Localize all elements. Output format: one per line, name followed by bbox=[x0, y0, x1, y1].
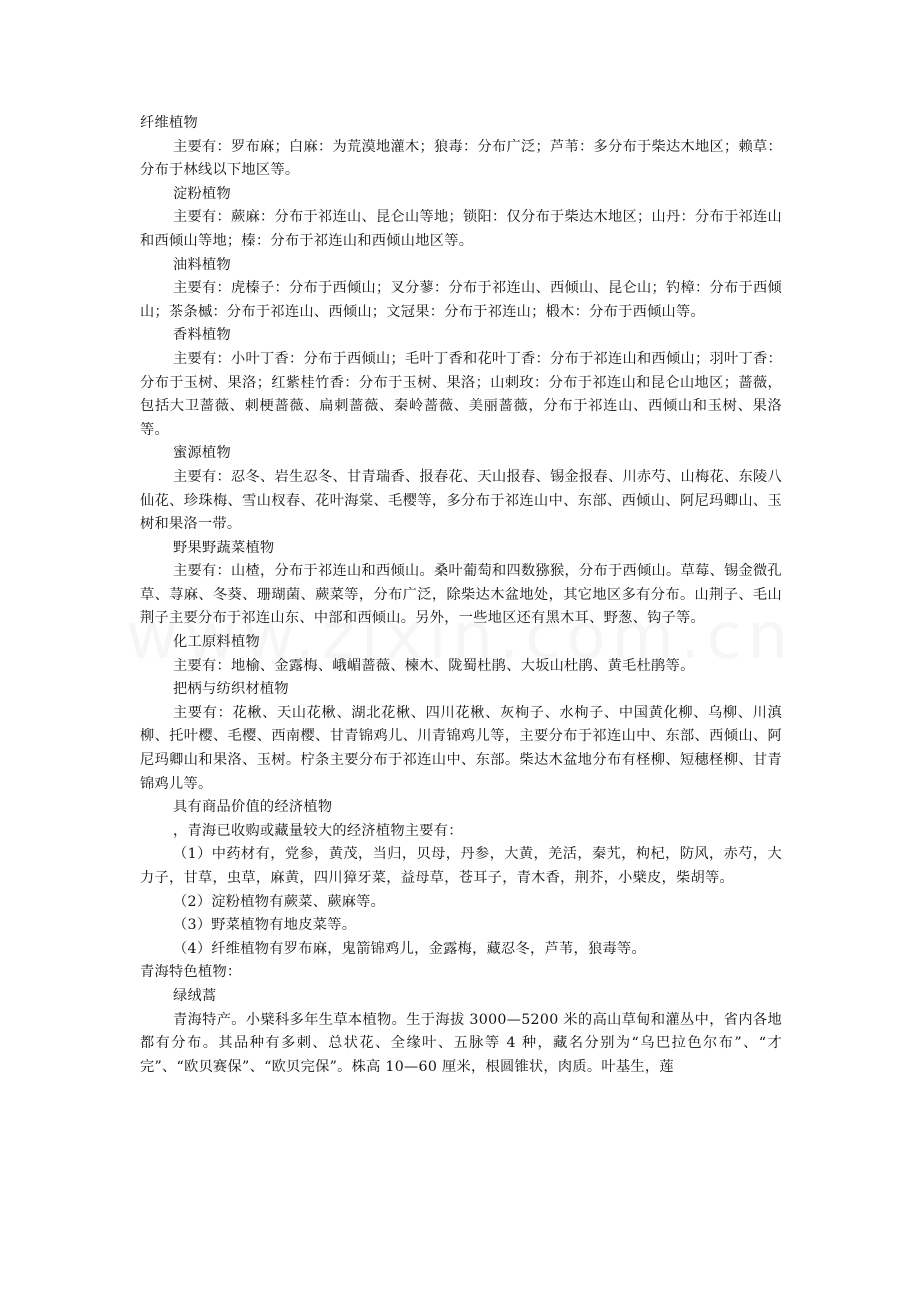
section-heading: 油料植物 bbox=[173, 256, 231, 273]
economic-list-item: （3）野菜植物有地皮菜等。 bbox=[173, 917, 357, 934]
economic-list-item: （2）淀粉植物有蕨菜、蕨麻等。 bbox=[173, 893, 386, 910]
economic-intro: ，青海已收购或藏量较大的经济植物主要有： bbox=[173, 822, 463, 839]
section-heading: 淀粉植物 bbox=[173, 185, 231, 202]
section-heading: 野果野蔬菜植物 bbox=[173, 539, 275, 556]
economic-list-item: （1）中药材有，党参，黄茂，当归，贝母，丹参，大黄，羌活，秦艽，枸杞，防风，赤芍，大力子，甘草，虫草，麻黄，四川獐牙菜，益母草，苍耳子，青木香，荆芥，小檗皮，柴胡等。 bbox=[140, 846, 782, 886]
document-page bbox=[140, 112, 782, 1079]
section-heading: 化工原料植物 bbox=[173, 634, 260, 651]
economic-heading: 具有商品价值的经济植物 bbox=[173, 799, 333, 816]
section-heading: 蜜源植物 bbox=[173, 445, 231, 462]
section-paragraph: 主要有：虎榛子：分布于西倾山；叉分蓼：分布于祁连山、西倾山、昆仑山；钓樟：分布于西倾山；茶条槭：分布于祁连山、西倾山；文冠果：分布于祁连山；椴木：分布于西倾山等。 bbox=[140, 280, 782, 320]
section-heading: 纤维植物 bbox=[140, 115, 198, 131]
section-paragraph: 主要有：地榆、金露梅、峨嵋蔷薇、楝木、陇蜀杜鹃、大坂山杜鹃、黄毛杜鹃等。 bbox=[173, 657, 695, 674]
section-paragraph: 主要有：花楸、天山花楸、湖北花楸、四川花楸、灰栒子、水栒子、中国黄化柳、乌柳、川滇柳、托叶樱、毛樱、西南樱、甘青锦鸡儿、川青锦鸡儿等，主要分布于祁连山中、东部、西倾山、阿尼玛卿山和果洛、玉树。柠条主要分布于祁连山中、东部。柴达木盆地分布有柽柳、短穗柽柳、甘青锦鸡儿等。 bbox=[140, 704, 782, 792]
section-paragraph: 主要有：忍冬、岩生忍冬、甘青瑞香、报春花、天山报春、锡金报春、川赤芍、山梅花、东陵八仙花、珍珠梅、雪山杈春、花叶海棠、毛樱等，多分布于祁连山中、东部、西倾山、阿尼玛卿山、玉树和果洛一带。 bbox=[140, 468, 782, 533]
section-paragraph: 主要有：罗布麻；白麻：为荒漠地灌木；狼毒：分布广泛；芦苇：多分布于柴达木地区；赖草：分布于林线以下地区等。 bbox=[140, 138, 782, 179]
section-paragraph: 主要有：山楂，分布于祁连山和西倾山。桑叶葡萄和四数猕猴，分布于西倾山。草莓、锡金微孔草、荨麻、冬葵、珊瑚菌、蕨菜等，分布广泛，除柴达木盆地处，其它地区多有分布。山荆子、毛山荆子主要分布于祁连山东、中部和西倾山。另外，一些地区还有黑木耳、野葱、钩子等。 bbox=[140, 563, 782, 627]
section-heading: 香料植物 bbox=[173, 327, 231, 344]
special-sub-heading: 绿绒蒿 bbox=[173, 987, 217, 1004]
section-heading: 把柄与纺织材植物 bbox=[173, 681, 289, 698]
section-paragraph: 主要有：蕨麻：分布于祁连山、昆仑山等地；锁阳：仅分布于柴达木地区；山丹：分布于祁连山和西倾山等地；榛：分布于祁连山和西倾山地区等。 bbox=[140, 209, 782, 249]
section-paragraph: 主要有：小叶丁香：分布于西倾山；毛叶丁香和花叶丁香：分布于祁连山和西倾山；羽叶丁香：分布于玉树、果洛；红紫桂竹香：分布于玉树、果洛；山刺玫：分布于祁连山和昆仑山地区；蔷薇，包括大卫蔷薇、刺梗蔷薇、扁刺蔷薇、秦岭蔷薇、美丽蔷薇，分布于祁连山、西倾山和玉树、果洛等。 bbox=[140, 350, 782, 438]
economic-list-item: （4）纤维植物有罗布麻，鬼箭锦鸡儿，金露梅，藏忍冬，芦苇，狼毒等。 bbox=[173, 940, 646, 957]
special-paragraph: 青海特产。小檗科多年生草本植物。生于海拔 3000—5200 米的高山草甸和灌丛中，省内各地都有分布。其品种有多刺、总状花、全缘叶、五脉等 4 种，藏名分别为“乌巴拉色尔布”、“才完”、“欧贝赛保”、“欧贝完保”。株高 10—60 厘米，根圆锥状，肉质。叶基生，莲 bbox=[140, 1011, 782, 1075]
special-heading: 青海特色植物： bbox=[140, 964, 242, 981]
